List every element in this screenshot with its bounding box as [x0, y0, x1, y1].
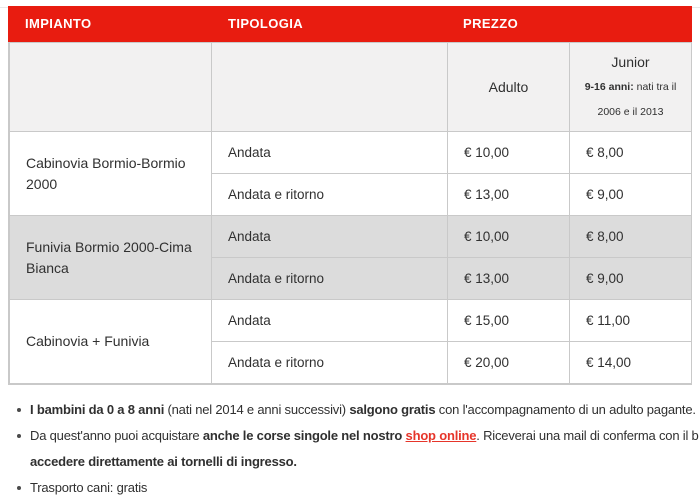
note-shop-online-line2	[30, 449, 700, 475]
price-table-header	[8, 6, 692, 42]
col-header-impianto: IMPIANTO	[25, 16, 92, 31]
impianto-cell: Cabinovia + Funivia	[10, 300, 212, 384]
tipologia-cell: Andata e ritorno	[212, 174, 448, 216]
prezzo-junior-cell: € 8,00	[570, 216, 692, 258]
table-row	[10, 216, 692, 258]
col-header-prezzo: PREZZO	[463, 16, 519, 31]
list-item	[17, 475, 700, 501]
prezzo-adulto-cell: € 10,00	[448, 132, 570, 174]
prezzo-adulto-cell: € 13,00	[448, 174, 570, 216]
empty-cell	[10, 43, 212, 132]
shop-online-link[interactable]: shop online	[405, 428, 477, 443]
prezzo-junior-cell: € 8,00	[570, 132, 692, 174]
text-segment: Trasporto cani: gratis	[30, 480, 148, 495]
text-segment: anche le corse singole nel nostro	[202, 428, 406, 443]
prezzo-adulto-cell: € 20,00	[448, 342, 570, 384]
note-children-free	[30, 397, 700, 423]
text-segment: . Riceverai una mail di conferma con il b	[476, 428, 699, 443]
text-segment: I bambini da 0 a 8 anni	[30, 402, 165, 417]
notes-list	[0, 397, 700, 501]
text-segment: accedere direttamente ai tornelli di ingresso.	[30, 454, 297, 469]
subheader-adulto: Adulto	[448, 43, 570, 132]
text-segment: salgono gratis	[349, 402, 436, 417]
list-item	[17, 397, 700, 423]
impianto-cell: Funivia Bormio 2000-Cima Bianca	[10, 216, 212, 300]
price-table	[8, 42, 692, 385]
text-segment: con l'accompagnamento di un adulto pagante.	[435, 402, 696, 417]
prezzo-junior-cell: € 9,00	[570, 258, 692, 300]
tipologia-cell: Andata	[212, 216, 448, 258]
table-row	[10, 132, 692, 174]
prezzo-junior-cell: € 11,00	[570, 300, 692, 342]
impianto-cell: Cabinovia Bormio-Bormio 2000	[10, 132, 212, 216]
empty-cell	[212, 43, 448, 132]
prezzo-junior-cell: € 14,00	[570, 342, 692, 384]
note-shop-online-line1	[30, 423, 700, 449]
note-dogs-free	[30, 475, 700, 501]
subheader-junior	[570, 43, 692, 132]
tipologia-cell: Andata e ritorno	[212, 342, 448, 384]
table-subheader-row	[10, 43, 692, 132]
tipologia-cell: Andata e ritorno	[212, 258, 448, 300]
price-table-grid	[9, 42, 692, 384]
prezzo-adulto-cell: € 15,00	[448, 300, 570, 342]
text-segment: Da quest'anno puoi acquistare	[30, 428, 203, 443]
tipologia-cell: Andata	[212, 300, 448, 342]
prezzo-adulto-cell: € 10,00	[448, 216, 570, 258]
prezzo-junior-cell: € 9,00	[570, 174, 692, 216]
list-item	[17, 423, 700, 475]
junior-age-note: 9-16 anni: nati tra il	[584, 80, 677, 93]
table-row	[10, 300, 692, 342]
prezzo-adulto-cell: € 13,00	[448, 258, 570, 300]
junior-title: Junior	[611, 53, 650, 70]
col-header-tipologia: TIPOLOGIA	[228, 16, 304, 31]
junior-age-note-line2: 2006 e il 2013	[597, 105, 664, 118]
tipologia-cell: Andata	[212, 132, 448, 174]
text-segment: (nati nel 2014 e anni successivi)	[164, 402, 350, 417]
